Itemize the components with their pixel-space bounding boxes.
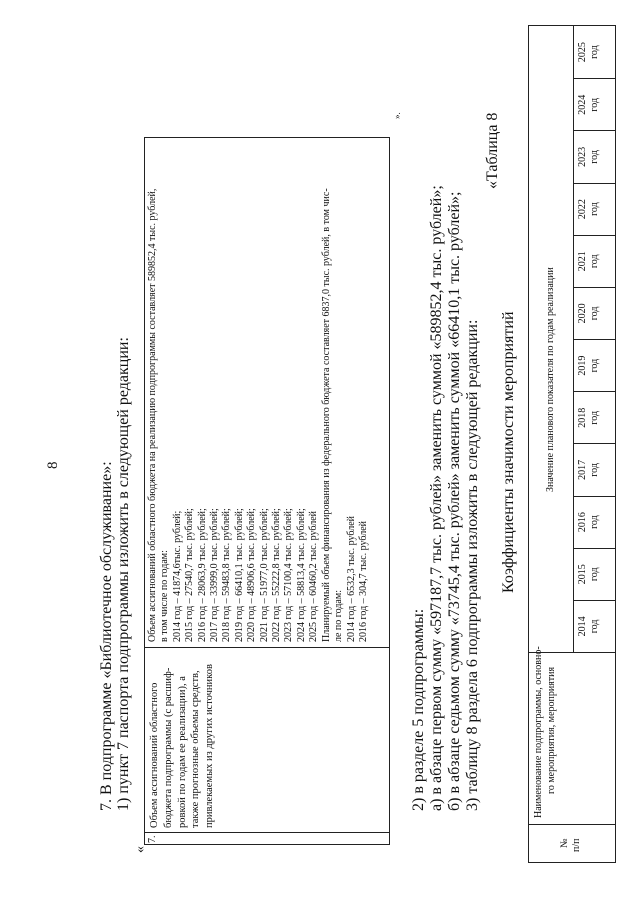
item-2b-text: б) в абзаце седьмом сумму «73745,4 тыс. рублей» заменить суммой «66410,1 тыс. рублей»; xyxy=(446,191,463,811)
year-word: год xyxy=(589,463,600,477)
content-line: 2023 год – 57100,4 тыс. рублей; xyxy=(283,508,295,642)
col-number-header: № п/п xyxy=(529,824,615,862)
content-line: ле по годам: xyxy=(333,590,345,642)
year-word: год xyxy=(589,202,600,216)
content-line: 2022 год – 55222,8 тыс. рублей; xyxy=(271,508,283,642)
item-1-text: 1) пункт 7 паспорта подпрограммы изложить в следующей редакции: xyxy=(115,337,132,811)
label-line: также прогнозные объемы средств, xyxy=(190,670,202,828)
year-label: 2018 xyxy=(577,407,588,428)
passport-label-cell xyxy=(145,647,389,832)
year-label: 2021 xyxy=(577,251,588,272)
year-label: 2016 xyxy=(577,512,588,533)
content-line: 2024 год – 58813,4 тыс. рублей; xyxy=(295,508,307,642)
year-label: 2014 xyxy=(577,616,588,637)
table-title: Коэффициенты значимости мероприятий xyxy=(500,311,517,593)
content-line: 2016 год – 304,7 тыс. рублей xyxy=(357,520,369,642)
year-word: год xyxy=(589,306,600,321)
year-label: 2024 xyxy=(577,94,588,115)
content-line: 2025 год – 60460,2 тыс. рублей xyxy=(308,510,320,642)
item-3-text: 3) таблицу 8 раздела 6 подпрограммы изложить в следующей редакции: xyxy=(464,319,481,811)
year-label: 2017 xyxy=(577,459,588,480)
year-cell-2019 xyxy=(573,339,615,391)
year-word: год xyxy=(589,515,600,529)
year-label: 2023 xyxy=(577,146,588,167)
year-label: 2015 xyxy=(577,564,588,585)
section-heading: 7. В подпрограмме «Библиотечное обслуживание»: xyxy=(98,461,115,811)
year-cell-2020 xyxy=(573,287,615,339)
year-label: 2019 xyxy=(577,355,588,376)
page-number: 8 xyxy=(45,461,61,469)
content-line: 2017 год – 33999,0 тыс. рублей; xyxy=(209,508,221,642)
table-label: «Таблица 8 xyxy=(484,112,501,189)
close-quote: ». xyxy=(392,112,402,119)
year-cell-2022 xyxy=(573,183,615,235)
year-word: год xyxy=(589,567,600,582)
year-label: 2022 xyxy=(577,199,588,220)
year-cell-2016 xyxy=(573,496,615,548)
label-line: бюджета подпрограммы (с расшиф- xyxy=(162,667,174,828)
content-line: 2020 год – 48906,6 тыс. рублей; xyxy=(246,508,258,642)
content-line: 2018 год – 59483,8 тыс. рублей; xyxy=(221,508,233,642)
group-header: Значение планового показателя по годам реализации xyxy=(545,267,556,492)
content-line: 2019 год – 66410,1 тыс. рублей; xyxy=(233,508,245,642)
content-line: 2014 год – 41874,6тыс. рублей; xyxy=(171,510,183,642)
label-line: Объем ассигнований областного xyxy=(149,682,160,828)
year-cell-2017 xyxy=(573,443,615,495)
year-cell-2023 xyxy=(573,130,615,182)
year-cell-2015 xyxy=(573,548,615,600)
content-line: Планируемый объем финансирования из федерального бюджета составляет 6837,0 тыс. рублей, в том чис- xyxy=(320,188,332,642)
year-cell-2024 xyxy=(573,78,615,130)
passport-row-number: 7. xyxy=(145,832,389,844)
year-cell-2014 xyxy=(573,600,615,652)
content-line: 2014 год – 6532,3 тыс. рублей xyxy=(345,515,357,642)
year-cell-2025 xyxy=(573,26,615,78)
content-line: 2016 год – 28063,9 тыс. рублей; xyxy=(196,508,208,642)
year-cell-2018 xyxy=(573,391,615,443)
open-quote: « xyxy=(133,846,148,853)
item-2a-text: а) в абзаце первом сумму «597187,7 тыс. рублей» заменить суммой «589852,4 тыс. рублей»; xyxy=(428,185,445,811)
year-word: год xyxy=(589,254,600,269)
item-2-text: 2) в разделе 5 подпрограммы: xyxy=(410,608,427,811)
table-8-header xyxy=(528,25,616,863)
year-word: год xyxy=(589,410,600,425)
col-name-header: Наименование подпрограммы, основно- го мероприятия, мероприятия xyxy=(529,652,615,824)
passport-content-cell xyxy=(145,138,389,647)
label-line: привлекаемых из других источников xyxy=(204,664,216,828)
content-line: Объем ассигнований областного бюджета на реализацию подпрограммы составляет 589852,4 тыс. рублей, xyxy=(147,188,158,642)
year-word: год xyxy=(589,97,600,112)
content-line: 2021 год – 51977,0 тыс. рублей; xyxy=(258,508,270,642)
year-cell-2021 xyxy=(573,235,615,287)
year-word: год xyxy=(589,150,600,164)
year-word: год xyxy=(589,45,600,59)
content-line: в том числе по годам: xyxy=(159,550,171,642)
passport-table xyxy=(144,137,390,845)
label-line: ровкой по годам ее реализации), а xyxy=(176,676,188,828)
content-line: 2015 год – 27540,7 тыс. рублей; xyxy=(184,508,196,642)
year-label: 2020 xyxy=(577,303,588,324)
year-label: 2025 xyxy=(577,42,588,63)
year-word: год xyxy=(589,358,600,373)
year-word: год xyxy=(589,619,600,634)
